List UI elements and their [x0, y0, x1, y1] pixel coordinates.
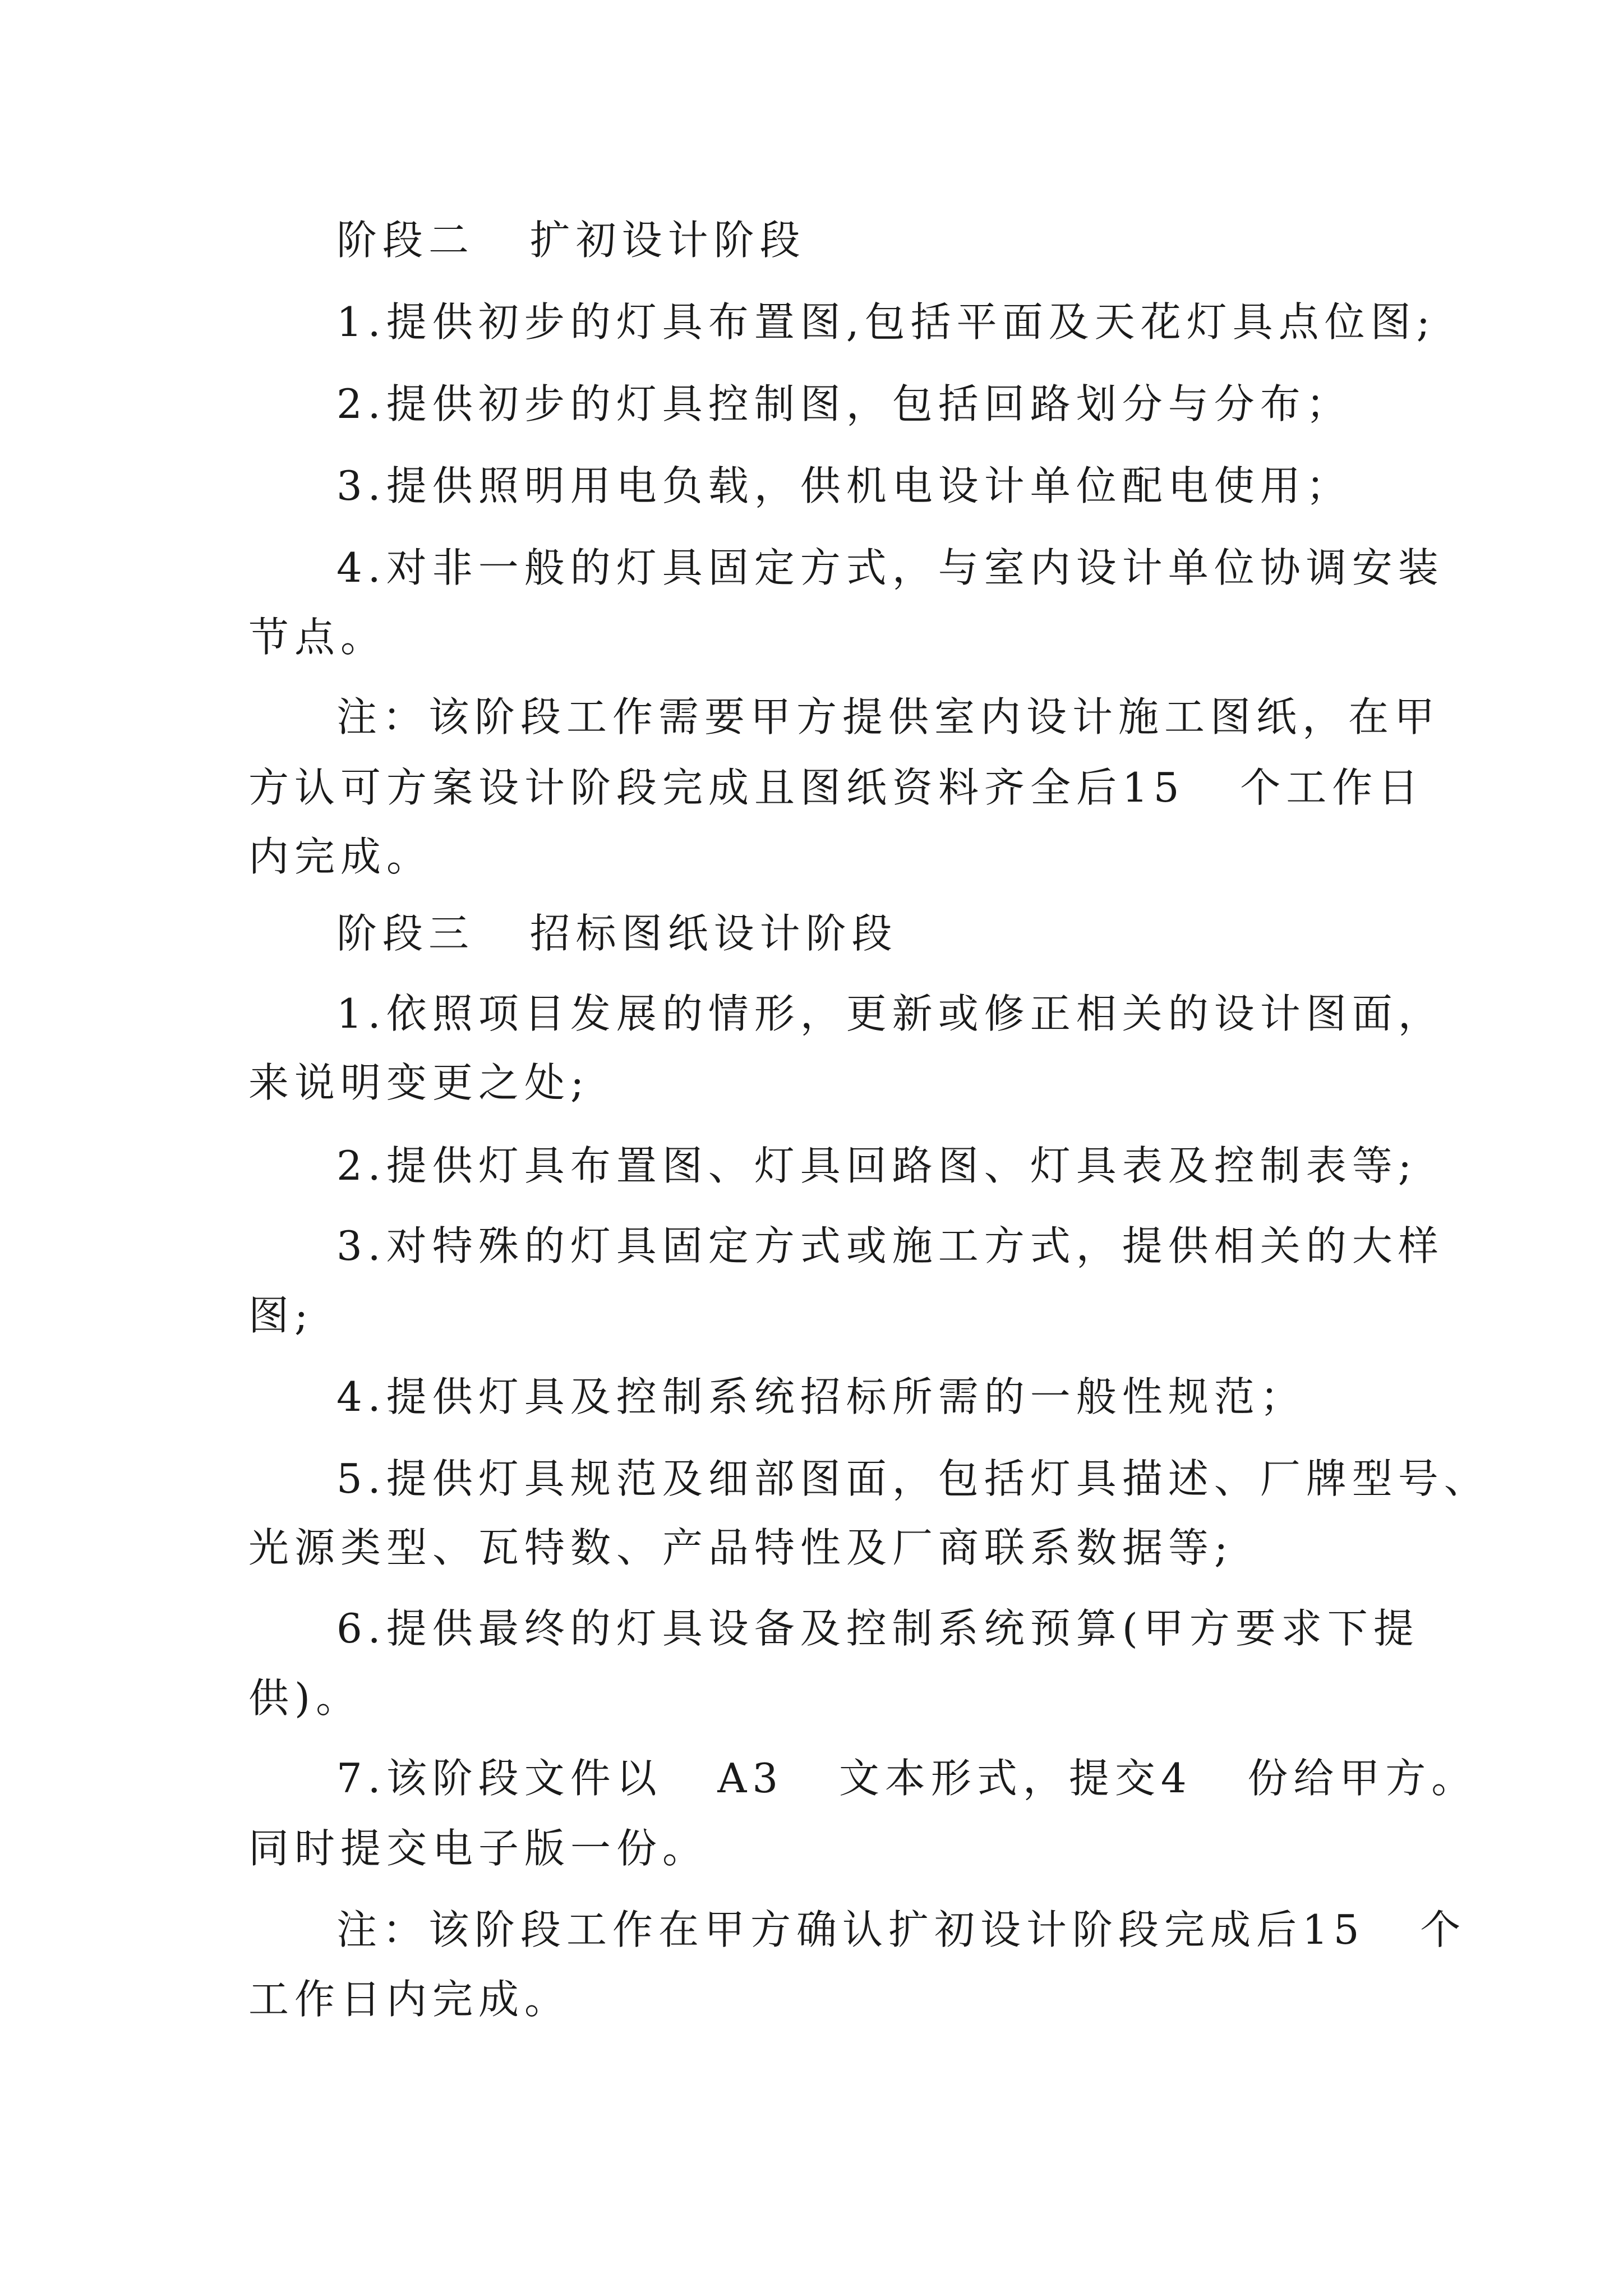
paragraph-line: 光源类型、瓦特数、产品特性及厂商联系数据等; [248, 1524, 1234, 1571]
paragraph-line: 图; [248, 1292, 314, 1339]
note-line: 方认可方案设计阶段完成且图纸资料齐全后15 个工作日 [248, 764, 1424, 811]
paragraph-line: 来说明变更之处; [248, 1059, 590, 1106]
paragraph-line: 4.对非一般的灯具固定方式，与室内设计单位协调安装 [336, 544, 1444, 591]
paragraph-line: 供)。 [248, 1674, 362, 1722]
note-line: 内完成。 [248, 833, 433, 880]
paragraph-line: 3.提供照明用电负载，供机电设计单位配电使用； [336, 462, 1352, 509]
paragraph-line: 3.对特殊的灯具固定方式或施工方式，提供相关的大样 [336, 1222, 1444, 1269]
paragraph-line: 2.提供初步的灯具控制图，包括回路划分与分布； [336, 380, 1352, 427]
paragraph-line: 1.依照项目发展的情形，更新或修正相关的设计图面， [336, 990, 1444, 1037]
note-line: 注：该阶段工作在甲方确认扩初设计阶段完成后15 个 [336, 1906, 1467, 1953]
paragraph-line: 1.提供初步的灯具布置图,包括平面及天花灯具点位图; [336, 298, 1436, 346]
paragraph-line: 同时提交电子版一份。 [248, 1825, 709, 1872]
paragraph-line: 7.该阶段文件以 A3 文本形式，提交4 份给甲方。 [336, 1755, 1478, 1802]
paragraph-line: 6.提供最终的灯具设备及控制系统预算(甲方要求下提 [336, 1605, 1419, 1652]
section-heading-stage-2: 阶段二 扩初设计阶段 [336, 217, 806, 264]
paragraph-line: 4.提供灯具及控制系统招标所需的一般性规范； [336, 1373, 1306, 1420]
note-line: 工作日内完成。 [248, 1976, 571, 2023]
note-line: 注：该阶段工作需要甲方提供室内设计施工图纸，在甲 [336, 693, 1441, 740]
section-heading-stage-3: 阶段三 招标图纸设计阶段 [336, 910, 898, 957]
paragraph-line: 节点。 [248, 614, 387, 661]
paragraph-line: 2.提供灯具布置图、灯具回路图、灯具表及控制表等; [336, 1142, 1417, 1189]
paragraph-line: 5.提供灯具规范及细部图面，包括灯具描述、厂牌型号、 [336, 1455, 1490, 1502]
